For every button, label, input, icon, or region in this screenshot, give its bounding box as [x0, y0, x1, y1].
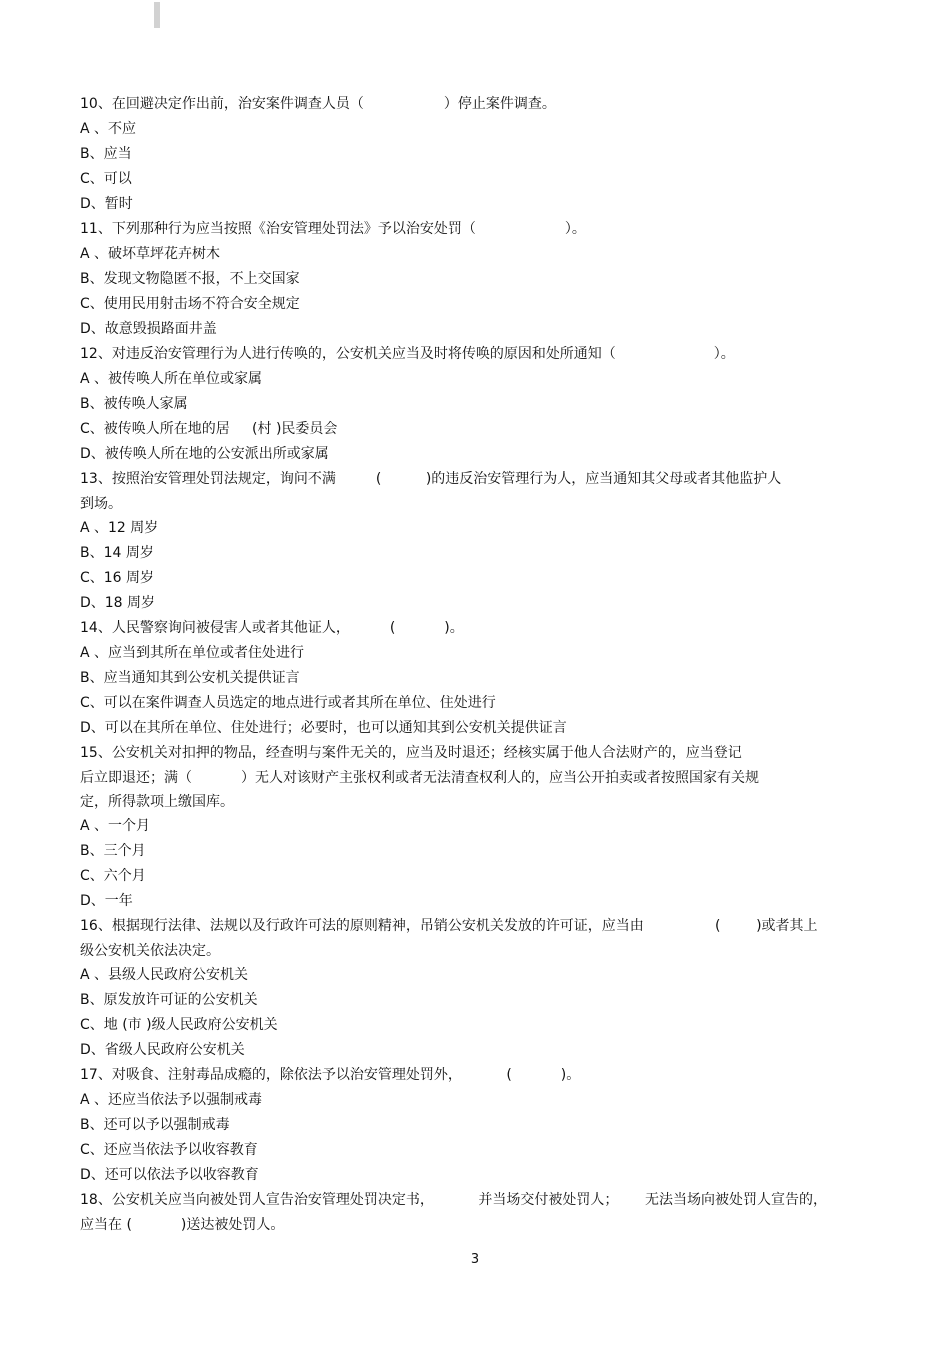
answer-option: B、14 周岁	[80, 545, 154, 561]
answer-option: A 、不应	[80, 121, 137, 137]
question-text: 10、在回避决定作出前，治安案件调查人员（ ）停止案件调查。	[80, 96, 556, 112]
answer-option: A 、县级人民政府公安机关	[80, 967, 249, 983]
answer-option: B、应当通知其到公安机关提供证言	[80, 670, 300, 686]
answer-option: C、16 周岁	[80, 570, 155, 586]
answer-option: A 、一个月	[80, 818, 151, 834]
answer-option: C、可以	[80, 171, 132, 187]
question-text: 14、人民警察询问被侵害人或者其他证人， ( )。	[80, 620, 464, 636]
question-text: 18、公安机关应当向被处罚人宣告治安管理处罚决定书， 并当场交付被处罚人； 无法当场向被处罚人宣告的，	[80, 1192, 828, 1208]
answer-option: D、暂时	[80, 196, 133, 212]
question-text: 17、对吸食、注射毒品成瘾的，除依法予以治安管理处罚外， ( )。	[80, 1067, 581, 1083]
question-text-continued: 应当在 ( )送达被处罚人。	[80, 1217, 285, 1233]
answer-option: B、原发放许可证的公安机关	[80, 992, 258, 1008]
answer-option: D、可以在其所在单位、住处进行；必要时，也可以通知其到公安机关提供证言	[80, 720, 567, 736]
answer-option: B、被传唤人家属	[80, 396, 188, 412]
answer-option: C、可以在案件调查人员选定的地点进行或者其所在单位、住处进行	[80, 695, 496, 711]
answer-option: A 、破坏草坪花卉树木	[80, 246, 221, 262]
question-text-continued: 后立即退还；满（ ）无人对该财产主张权利或者无法清查权利人的，应当公开拍卖或者按照国家有关规	[80, 770, 759, 786]
answer-option: A 、应当到其所在单位或者住处进行	[80, 645, 305, 661]
question-text: 11、下列那种行为应当按照《治安管理处罚法》予以治安处罚（ ）。	[80, 221, 586, 237]
question-text-continued: 到场。	[80, 496, 122, 512]
answer-option: B、三个月	[80, 843, 146, 859]
page-number: 3	[470, 1252, 480, 1267]
scan-mark	[154, 2, 160, 28]
question-text: 15、公安机关对扣押的物品，经查明与案件无关的，应当及时退还；经核实属于他人合法财产的，应当登记	[80, 745, 742, 761]
answer-option: D、还可以依法予以收容教育	[80, 1167, 259, 1183]
answer-option: A 、被传唤人所在单位或家属	[80, 371, 263, 387]
question-list	[80, 92, 880, 1237]
answer-option: A 、12 周岁	[80, 520, 159, 536]
answer-option: D、省级人民政府公安机关	[80, 1042, 245, 1058]
answer-option: B、还可以予以强制戒毒	[80, 1117, 230, 1133]
answer-option: D、故意毁损路面井盖	[80, 321, 217, 337]
answer-option: D、一年	[80, 893, 133, 909]
answer-option: A 、还应当依法予以强制戒毒	[80, 1092, 263, 1108]
question-text: 16、根据现行法律、法规以及行政许可法的原则精神，吊销公安机关发放的许可证，应当由 ( )或者其上	[80, 918, 818, 934]
question-text-continued: 定，所得款项上缴国库。	[80, 794, 234, 810]
answer-option: C、使用民用射击场不符合安全规定	[80, 296, 300, 312]
answer-option: C、地 (市 )级人民政府公安机关	[80, 1017, 278, 1033]
answer-option: B、应当	[80, 146, 132, 162]
answer-option: D、被传唤人所在地的公安派出所或家属	[80, 446, 329, 462]
answer-option: C、还应当依法予以收容教育	[80, 1142, 258, 1158]
answer-option: D、18 周岁	[80, 595, 156, 611]
answer-option: C、被传唤人所在地的居 (村 )民委员会	[80, 421, 338, 437]
question-text-continued: 级公安机关依法决定。	[80, 943, 220, 959]
answer-option: B、发现文物隐匿不报，不上交国家	[80, 271, 300, 287]
answer-option: C、六个月	[80, 868, 146, 884]
question-text: 12、对违反治安管理行为人进行传唤的，公安机关应当及时将传唤的原因和处所通知（ ）。	[80, 346, 735, 362]
question-text: 13、按照治安管理处罚法规定，询问不满 ( )的违反治安管理行为人，应当通知其父母或者其他监护人	[80, 471, 782, 487]
